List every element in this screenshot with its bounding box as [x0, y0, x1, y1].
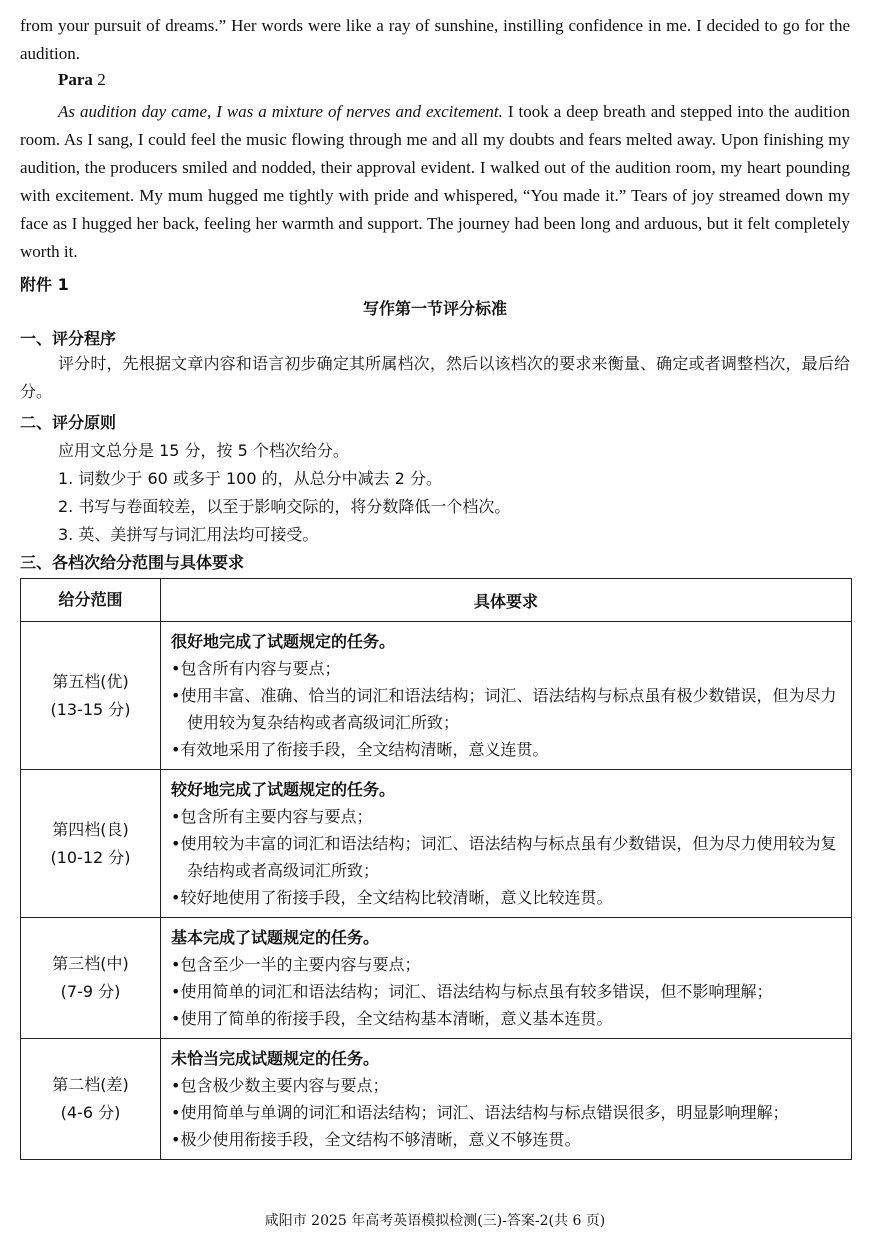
requirement-item: •包含所有主要内容与要点；: [171, 807, 373, 826]
section3-heading: 三、各档次给分范围与具体要求: [20, 553, 245, 572]
para2-italic-opening: As audition day came, I was a mixture of nerves and excitement.: [58, 102, 503, 121]
para1-continuation: from your pursuit of dreams.” Her words were like a ray of sunshine, instilling confidence in me. I decided to go for the audition.: [20, 16, 850, 63]
requirement-item: •使用较为丰富的词汇和语法结构；词汇、语法结构与标点虽有少数错误，但为尽力使用较为复杂结构或者高级词汇所致；: [171, 834, 837, 880]
section2-heading: 二、评分原则: [20, 413, 117, 432]
para2-text: I took a deep breath and stepped into the audition room. As I sang, I could feel the music flowing through me and all my doubts and fears melted away. Upon finishing my audition, the producers smiled and nodded, their approval evident. I walked out of the audition room, my heart pounding with excitement. My mum hugged me tightly with pride and whispered, “You made it.” Tears of joy streamed down my face as I hugged her back, feeling her warmth and support. The journey had been long and arduous, but it felt completely worth it.: [20, 102, 851, 261]
grade-cell: [21, 770, 161, 918]
grade-cell: [21, 918, 161, 1039]
grading-table: [20, 578, 852, 1160]
requirement-item: •有效地采用了衔接手段，全文结构清晰，意义连贯。: [171, 740, 549, 759]
requirement-item: •极少使用衔接手段，全文结构不够清晰，意义不够连贯。: [171, 1130, 581, 1149]
grade-range: (7-9 分): [60, 982, 121, 1001]
grade-range: (4-6 分): [60, 1103, 121, 1122]
requirement-item: •使用丰富、准确、恰当的词汇和语法结构；词汇、语法结构与标点虽有极少数错误，但为尽力使用较为复杂结构或者高级词汇所致；: [171, 686, 837, 732]
para2-heading: [58, 70, 106, 90]
grade-label: 第三档(中): [52, 954, 129, 973]
grade-label: 第五档(优): [52, 671, 129, 691]
requirement-item: •包含极少数主要内容与要点；: [171, 1076, 389, 1095]
section2-line: 应用文总分是 15 分，按 5 个档次给分。: [58, 441, 349, 460]
section1-heading: 一、评分程序: [20, 329, 117, 348]
requirement-summary: 未恰当完成试题规定的任务。: [171, 1049, 380, 1068]
section2-line: 3. 英、美拼写与词汇用法均可接受。: [58, 525, 319, 544]
appendix-label: 附件 1: [20, 275, 69, 294]
para2-heading-number: 2: [92, 70, 106, 89]
requirements-cell: [161, 1039, 852, 1160]
requirement-item: •使用简单的词汇和语法结构；词汇、语法结构与标点虽有较多错误，但不影响理解；: [171, 982, 773, 1001]
table-row: [21, 1039, 852, 1160]
requirements-cell: [161, 770, 852, 918]
requirement-summary: 较好地完成了试题规定的任务。: [171, 780, 396, 799]
table-header-row: [21, 579, 852, 622]
grade-range: (13-15 分): [50, 699, 131, 719]
requirement-item: •包含所有内容与要点；: [171, 659, 341, 678]
requirement-item: •较好地使用了衔接手段，全文结构比较清晰，意义比较连贯。: [171, 888, 613, 907]
grade-label: 第二档(差): [52, 1075, 129, 1094]
grade-cell: [21, 622, 161, 770]
requirement-summary: 基本完成了试题规定的任务。: [171, 928, 380, 947]
col-header-range: 给分范围: [21, 579, 161, 622]
grade-cell: [21, 1039, 161, 1160]
requirements-cell: [161, 918, 852, 1039]
para2-body: [20, 98, 850, 266]
col-header-requirements: 具体要求: [161, 579, 852, 622]
requirement-item: •包含至少一半的主要内容与要点；: [171, 955, 421, 974]
table-row: [21, 918, 852, 1039]
requirements-cell: [161, 622, 852, 770]
section2-line: 1. 词数少于 60 或多于 100 的，从总分中减去 2 分。: [58, 469, 442, 488]
requirement-summary: 很好地完成了试题规定的任务。: [171, 632, 396, 651]
section2-line: 2. 书写与卷面较差，以至于影响交际的，将分数降低一个档次。: [58, 497, 511, 516]
grade-range: (10-12 分): [50, 847, 131, 867]
requirement-item: •使用简单与单调的词汇和语法结构；词汇、语法结构与标点错误很多，明显影响理解；: [171, 1103, 789, 1122]
grade-label: 第四档(良): [52, 819, 129, 839]
section1-text: 评分时，先根据文章内容和语言初步确定其所属档次，然后以该档次的要求来衡量、确定或者调整档次，最后给分。: [20, 354, 850, 401]
table-row: [21, 770, 852, 918]
para2-heading-label: Para: [58, 70, 93, 89]
table-row: [21, 622, 852, 770]
page-footer: 咸阳市 2025 年高考英语模拟检测(三)-答案-2(共 6 页): [264, 1213, 606, 1229]
requirement-item: •使用了简单的衔接手段，全文结构基本清晰，意义基本连贯。: [171, 1009, 613, 1028]
section-title: 写作第一节评分标准: [362, 299, 507, 318]
